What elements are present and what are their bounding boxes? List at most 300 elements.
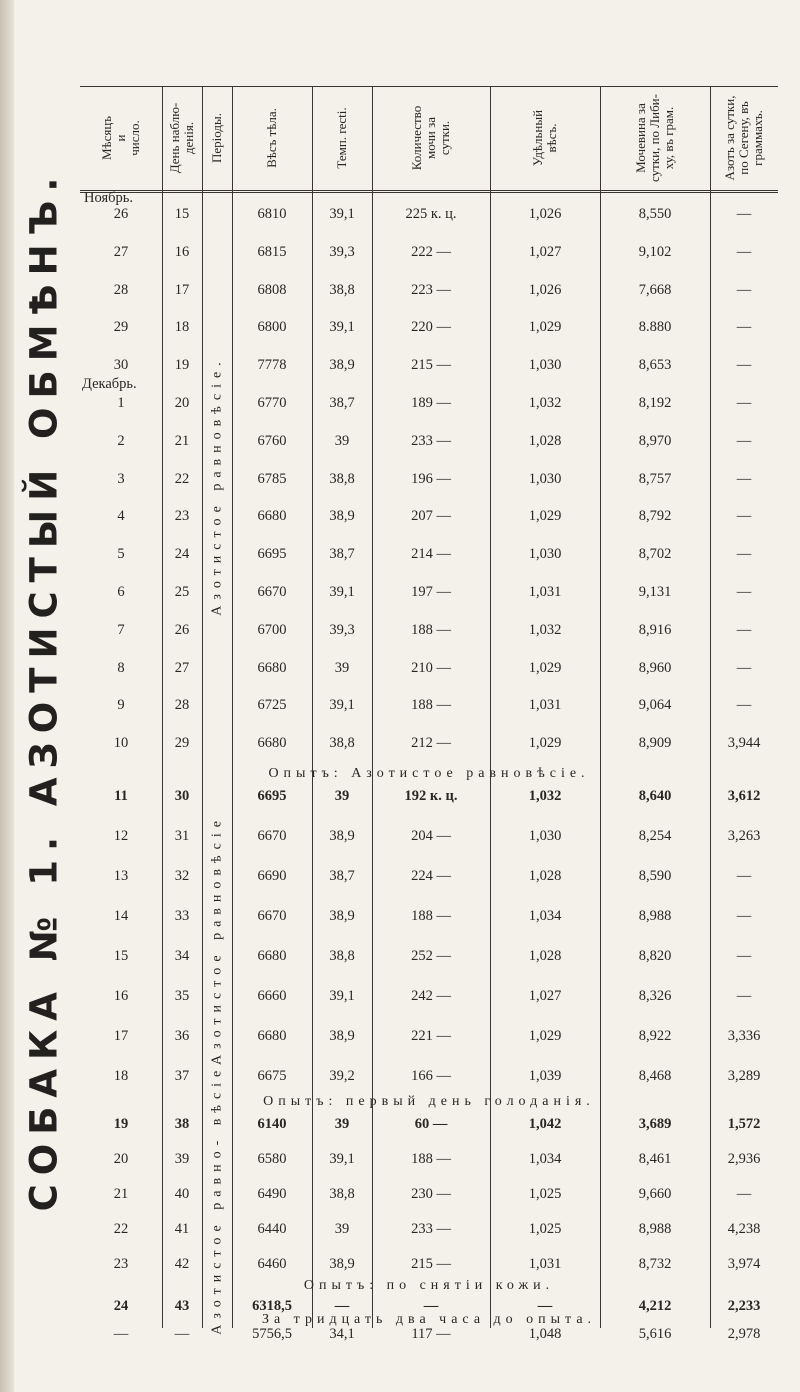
cell-day: 37 [174,1068,190,1084]
page-binding-edge [0,0,14,1392]
cell-weight: 6810 [257,206,287,222]
cell-temp: 39 [334,432,350,449]
cell-nitrogen: — [736,697,752,714]
cell-urine: 221 — [411,1028,451,1044]
cell-date: 27 [113,243,129,260]
cell-nitrogen: 3,336 [727,1028,761,1044]
table-row [80,820,778,852]
cell-gravity: 1,027 [528,988,562,1004]
cell-day: 24 [174,546,190,563]
cell-day: 30 [174,788,190,804]
cell-temp: 39,1 [329,988,355,1004]
header-cell [202,88,232,188]
cell-temp: 38,9 [329,1028,355,1044]
cell-urea: 8,468 [638,1068,672,1084]
cell-temp: 39 [334,788,350,804]
header-period: Періоды. [209,113,224,163]
cell-date: 6 [117,584,125,600]
table-row [80,538,778,570]
cell-day: 29 [174,735,190,752]
cell-nitrogen: — [736,281,752,298]
table-row [80,689,778,721]
cell-urine: 188 — [411,1151,451,1167]
header-month: Мѣсяцъ и число. [99,115,142,161]
experiment-note: За тридцать два часа до опыта. [261,1312,597,1327]
cell-date: 7 [117,621,125,638]
period-label-2: Азотистое равновѣсіе [209,815,225,1065]
cell-day: 38 [174,1116,190,1132]
cell-gravity: 1,039 [528,1068,562,1084]
cell-date: 26 [113,206,129,222]
period-label-3: Азотистое равно- вѣсіе. [209,1055,225,1335]
cell-date: 29 [113,319,129,336]
table-row [80,274,778,306]
cell-gravity: 1,028 [528,432,562,449]
cell-urine: 242 — [411,988,451,1004]
cell-urea: 8,922 [638,1028,672,1044]
cell-weight: 6460 [257,1256,287,1272]
cell-weight: 5756,5 [252,1326,292,1342]
cell-day: 16 [174,243,190,260]
header-cell [162,88,202,188]
cell-nitrogen: — [736,508,752,525]
table-row [80,1060,778,1092]
cell-temp: 39,1 [329,206,355,222]
cell-date: 24 [113,1298,129,1314]
cell-temp: 38,8 [329,1186,355,1202]
table-row [80,463,778,495]
cell-nitrogen: 3,944 [727,735,761,752]
cell-date: 1 [117,395,125,411]
cell-weight: 6785 [257,470,287,487]
cell-urine: 166 — [411,1068,451,1084]
cell-temp: 38,8 [329,281,355,298]
cell-urea: 8,326 [638,988,672,1004]
table-row [80,576,778,608]
table-row [80,236,778,268]
cell-urea: 8,960 [638,659,672,676]
cell-day: 34 [174,948,190,964]
cell-temp: 38,8 [329,470,355,487]
cell-urine: 188 — [411,621,451,638]
cell-weight: 6725 [257,697,287,714]
cell-day: 19 [174,357,190,374]
cell-urine: 220 — [411,319,451,336]
cell-urine: 215 — [411,357,451,374]
cell-urine: 233 — [411,1221,451,1237]
cell-day: 17 [174,281,190,298]
cell-urine: 207 — [411,508,451,525]
table-row [80,614,778,646]
cell-weight: 6800 [257,319,287,336]
cell-day: 15 [174,206,190,222]
cell-temp: 38,8 [329,735,355,752]
cell-urine: — [423,1298,439,1314]
cell-nitrogen: — [736,319,752,336]
cell-date: 4 [117,508,125,525]
cell-temp: 39,1 [329,1151,355,1167]
cell-date: 9 [117,697,125,714]
cell-temp: 38,9 [329,508,355,525]
cell-temp: — [334,1298,350,1314]
cell-urine: 210 — [411,659,451,676]
cell-temp: 39,3 [329,243,355,260]
cell-day: 35 [174,988,190,1004]
cell-day: 43 [174,1298,190,1314]
cell-weight: 6318,5 [252,1298,292,1314]
table-row [80,1248,778,1280]
cell-urine: 214 — [411,546,451,563]
cell-temp: 38,9 [329,908,355,924]
cell-urine: 212 — [411,735,451,752]
cell-urine: 230 — [411,1186,451,1202]
cell-weight: 6670 [257,584,287,600]
cell-gravity: 1,026 [528,206,562,222]
cell-urea: 8,988 [638,1221,672,1237]
cell-gravity: 1,025 [528,1221,562,1237]
cell-gravity: 1,030 [528,828,562,844]
cell-gravity: 1,048 [528,1326,562,1342]
cell-urea: 8,192 [638,395,672,411]
cell-urea: 9,102 [638,243,672,260]
cell-urea: 8,792 [638,508,672,525]
cell-gravity: 1,030 [528,546,562,563]
cell-nitrogen: 3,263 [727,828,761,844]
table-row [80,1108,778,1140]
cell-urea: 4,212 [638,1298,672,1314]
cell-temp: 38,9 [329,828,355,844]
cell-gravity: 1,029 [528,508,562,525]
cell-date: 19 [113,1116,129,1132]
cell-gravity: 1,031 [528,1256,562,1272]
cell-gravity: 1,030 [528,470,562,487]
cell-nitrogen: — [736,659,752,676]
cell-nitrogen: — [736,470,752,487]
cell-weight: 6770 [257,395,287,411]
cell-day: 26 [174,621,190,638]
cell-temp: 34,1 [329,1326,355,1342]
cell-weight: 6440 [257,1221,287,1237]
cell-gravity: 1,032 [528,395,562,411]
period-label-1: Азотистое равновѣсіе. [209,356,225,616]
cell-temp: 39 [334,659,350,676]
table-row [80,727,778,759]
cell-date: 12 [113,828,129,844]
cell-date: 5 [117,546,125,563]
side-title-container [14,60,74,1320]
cell-day: 32 [174,868,190,884]
cell-date: 22 [113,1221,129,1237]
cell-weight: 6660 [257,988,287,1004]
cell-nitrogen: 1,572 [727,1116,761,1132]
table-row [80,1143,778,1175]
cell-urine: 189 — [411,395,451,411]
cell-nitrogen: 2,233 [727,1298,761,1314]
cell-gravity: 1,029 [528,659,562,676]
cell-urine: 192 к. ц. [404,788,458,804]
cell-date: — [113,1326,129,1342]
cell-temp: 38,9 [329,1256,355,1272]
cell-urine: 233 — [411,432,451,449]
cell-urea: 8,970 [638,432,672,449]
cell-date: 8 [117,659,125,676]
cell-weight: 6680 [257,508,287,525]
header-cell [490,88,600,188]
cell-day: 41 [174,1221,190,1237]
cell-urea: 8,461 [638,1151,672,1167]
cell-date: 13 [113,868,129,884]
cell-weight: 6695 [257,788,287,804]
header-cell [80,88,162,188]
table-row [80,780,778,812]
cell-urine: 196 — [411,470,451,487]
experiment-note: Опытъ: первый день голоданія. [263,1094,595,1109]
table-row [80,652,778,684]
header-cell [710,88,778,188]
cell-day: 40 [174,1186,190,1202]
cell-nitrogen: 2,936 [727,1151,761,1167]
cell-nitrogen: 4,238 [727,1221,761,1237]
cell-urine: 224 — [411,868,451,884]
cell-weight: 6680 [257,735,287,752]
cell-day: 18 [174,319,190,336]
cell-gravity: 1,042 [528,1116,562,1132]
cell-nitrogen: — [736,948,752,964]
cell-day: 25 [174,584,190,600]
cell-urea: 9,131 [638,584,672,600]
cell-day: 28 [174,697,190,714]
cell-day: 27 [174,659,190,676]
header-urea: Мочевина за сутки, по Либи- ху, въ грам. [633,94,676,182]
table-row [80,1020,778,1052]
cell-urea: 8,757 [638,470,672,487]
cell-gravity: 1,027 [528,243,562,260]
table-row [80,349,778,381]
table-row [80,1213,778,1245]
cell-gravity: 1,029 [528,319,562,336]
cell-date: 11 [114,788,128,804]
header-nitrogen: Азотъ за сутки, по Сегену, въ граммахъ. [722,95,765,181]
cell-gravity: 1,028 [528,868,562,884]
cell-day: 33 [174,908,190,924]
cell-gravity: 1,029 [528,1028,562,1044]
cell-nitrogen: — [736,908,752,924]
cell-nitrogen: 2,978 [727,1326,761,1342]
cell-nitrogen: — [736,621,752,638]
cell-urea: 9,064 [638,697,672,714]
data-table [80,86,778,1352]
cell-weight: 6670 [257,908,287,924]
cell-nitrogen: — [736,432,752,449]
cell-date: 3 [117,470,125,487]
cell-nitrogen: — [736,243,752,260]
cell-weight: 6675 [257,1068,287,1084]
table-row [80,860,778,892]
cell-weight: 6815 [257,243,287,260]
table-row [80,311,778,343]
cell-date: 16 [113,988,129,1004]
table-row [80,1178,778,1210]
cell-nitrogen: 3,612 [727,788,761,804]
cell-gravity: 1,028 [528,948,562,964]
header-day: День наблю- денія. [167,102,196,174]
cell-urine: 225 к. ц. [405,206,457,222]
cell-urea: 8,988 [638,908,672,924]
cell-gravity: 1,030 [528,357,562,374]
cell-weight: 6680 [257,1028,287,1044]
cell-nitrogen: — [736,988,752,1004]
cell-gravity: 1,032 [528,788,562,804]
cell-gravity: 1,031 [528,584,562,600]
cell-temp: 38,7 [329,395,355,411]
cell-urine: 117 — [411,1326,451,1342]
cell-urea: 8.880 [638,319,672,336]
cell-weight: 6695 [257,546,287,563]
cell-date: 21 [113,1186,129,1202]
cell-nitrogen: — [736,546,752,563]
cell-nitrogen: — [736,395,752,411]
cell-gravity: 1,034 [528,908,562,924]
cell-temp: 39,1 [329,319,355,336]
table-row [80,500,778,532]
cell-nitrogen: — [736,868,752,884]
experiment-note: Опытъ: по снятіи кожи. [303,1278,555,1293]
cell-day: 39 [174,1151,190,1167]
cell-weight: 6140 [257,1116,287,1132]
cell-day: 23 [174,508,190,525]
cell-date: 15 [113,948,129,964]
header-weight: Вѣсъ тѣла. [264,108,279,168]
cell-weight: 6690 [257,868,287,884]
header-urine: Количество мочи за сутки. [409,105,452,171]
table-row [80,198,778,230]
side-title: СОБАКА № 1. АЗОТИСТЫЙ ОБМѢНЪ. [22,168,66,1212]
cell-weight: 6700 [257,621,287,638]
cell-urine: 197 — [411,584,451,600]
cell-temp: 39,1 [329,584,355,600]
cell-urea: 8,732 [638,1256,672,1272]
table-row [80,1290,778,1322]
cell-temp: 39,2 [329,1068,355,1084]
cell-gravity: 1,034 [528,1151,562,1167]
cell-weight: 6580 [257,1151,287,1167]
cell-date: 17 [113,1028,129,1044]
cell-temp: 39 [334,1221,350,1237]
header-specific-gravity: Удѣльный вѣсъ. [530,109,559,167]
header-cell [232,88,312,188]
cell-weight: 6680 [257,948,287,964]
cell-temp: 38,8 [329,948,355,964]
cell-urea: 8,590 [638,868,672,884]
cell-urea: 8,640 [638,788,672,804]
cell-urea: 8,820 [638,948,672,964]
cell-day: — [174,1326,190,1342]
cell-temp: 39 [334,1116,350,1132]
cell-day: 22 [174,470,190,487]
cell-urine: 188 — [411,697,451,714]
header-temp: Темп. recti. [334,107,349,169]
cell-gravity: 1,031 [528,697,562,714]
cell-urea: 8,653 [638,357,672,374]
cell-day: 31 [174,828,190,844]
table-row [80,1324,778,1344]
cell-gravity: 1,025 [528,1186,562,1202]
cell-gravity: 1,026 [528,281,562,298]
cell-nitrogen: 3,974 [727,1256,761,1272]
cell-urea: 8,550 [638,206,672,222]
cell-date: 20 [113,1151,129,1167]
header-rule-double [80,192,778,193]
cell-nitrogen: — [736,584,752,600]
cell-date: 18 [113,1068,129,1084]
cell-weight: 6680 [257,659,287,676]
cell-nitrogen: — [736,357,752,374]
cell-date: 2 [117,432,125,449]
cell-urine: 215 — [411,1256,451,1272]
cell-urea: 3,689 [638,1116,672,1132]
cell-urine: 223 — [411,281,451,298]
header-rule [80,190,778,191]
cell-date: 14 [113,908,129,924]
cell-weight: 6808 [257,281,287,298]
month-december: Декабрь. [82,376,137,392]
cell-temp: 38,7 [329,868,355,884]
cell-weight: 7778 [257,357,287,374]
cell-date: 30 [113,357,129,374]
cell-urea: 8,916 [638,621,672,638]
cell-gravity: 1,029 [528,735,562,752]
cell-temp: 39,1 [329,697,355,714]
table-row [80,900,778,932]
table-row [80,425,778,457]
cell-date: 23 [113,1256,129,1272]
cell-urea: 5,616 [638,1326,672,1342]
cell-urine: 222 — [411,243,451,260]
month-november: Ноябрь. [84,190,133,206]
cell-gravity: — [537,1298,553,1314]
table-row [80,387,778,419]
cell-gravity: 1,032 [528,621,562,638]
cell-temp: 38,9 [329,357,355,374]
cell-weight: 6670 [257,828,287,844]
header-cell [312,88,372,188]
cell-urea: 8,254 [638,828,672,844]
cell-weight: 6760 [257,432,287,449]
cell-day: 21 [174,432,190,449]
cell-urine: 188 — [411,908,451,924]
experiment-note: Опытъ: Азотистое равновѣсіе. [268,766,590,781]
table-row [80,940,778,972]
cell-day: 20 [174,395,190,411]
cell-urine: 204 — [411,828,451,844]
cell-weight: 6490 [257,1186,287,1202]
table-top-rule [80,86,778,87]
header-cell [372,88,490,188]
cell-day: 42 [174,1256,190,1272]
cell-nitrogen: — [736,1186,752,1202]
cell-date: 10 [113,735,129,752]
cell-date: 28 [113,281,129,298]
cell-nitrogen: 3,289 [727,1068,761,1084]
cell-urine: 252 — [411,948,451,964]
cell-urea: 8,702 [638,546,672,563]
cell-temp: 38,7 [329,546,355,563]
cell-day: 36 [174,1028,190,1044]
cell-nitrogen: — [736,206,752,222]
cell-urea: 7,668 [638,281,672,298]
cell-temp: 39,3 [329,621,355,638]
header-cell [600,88,710,188]
